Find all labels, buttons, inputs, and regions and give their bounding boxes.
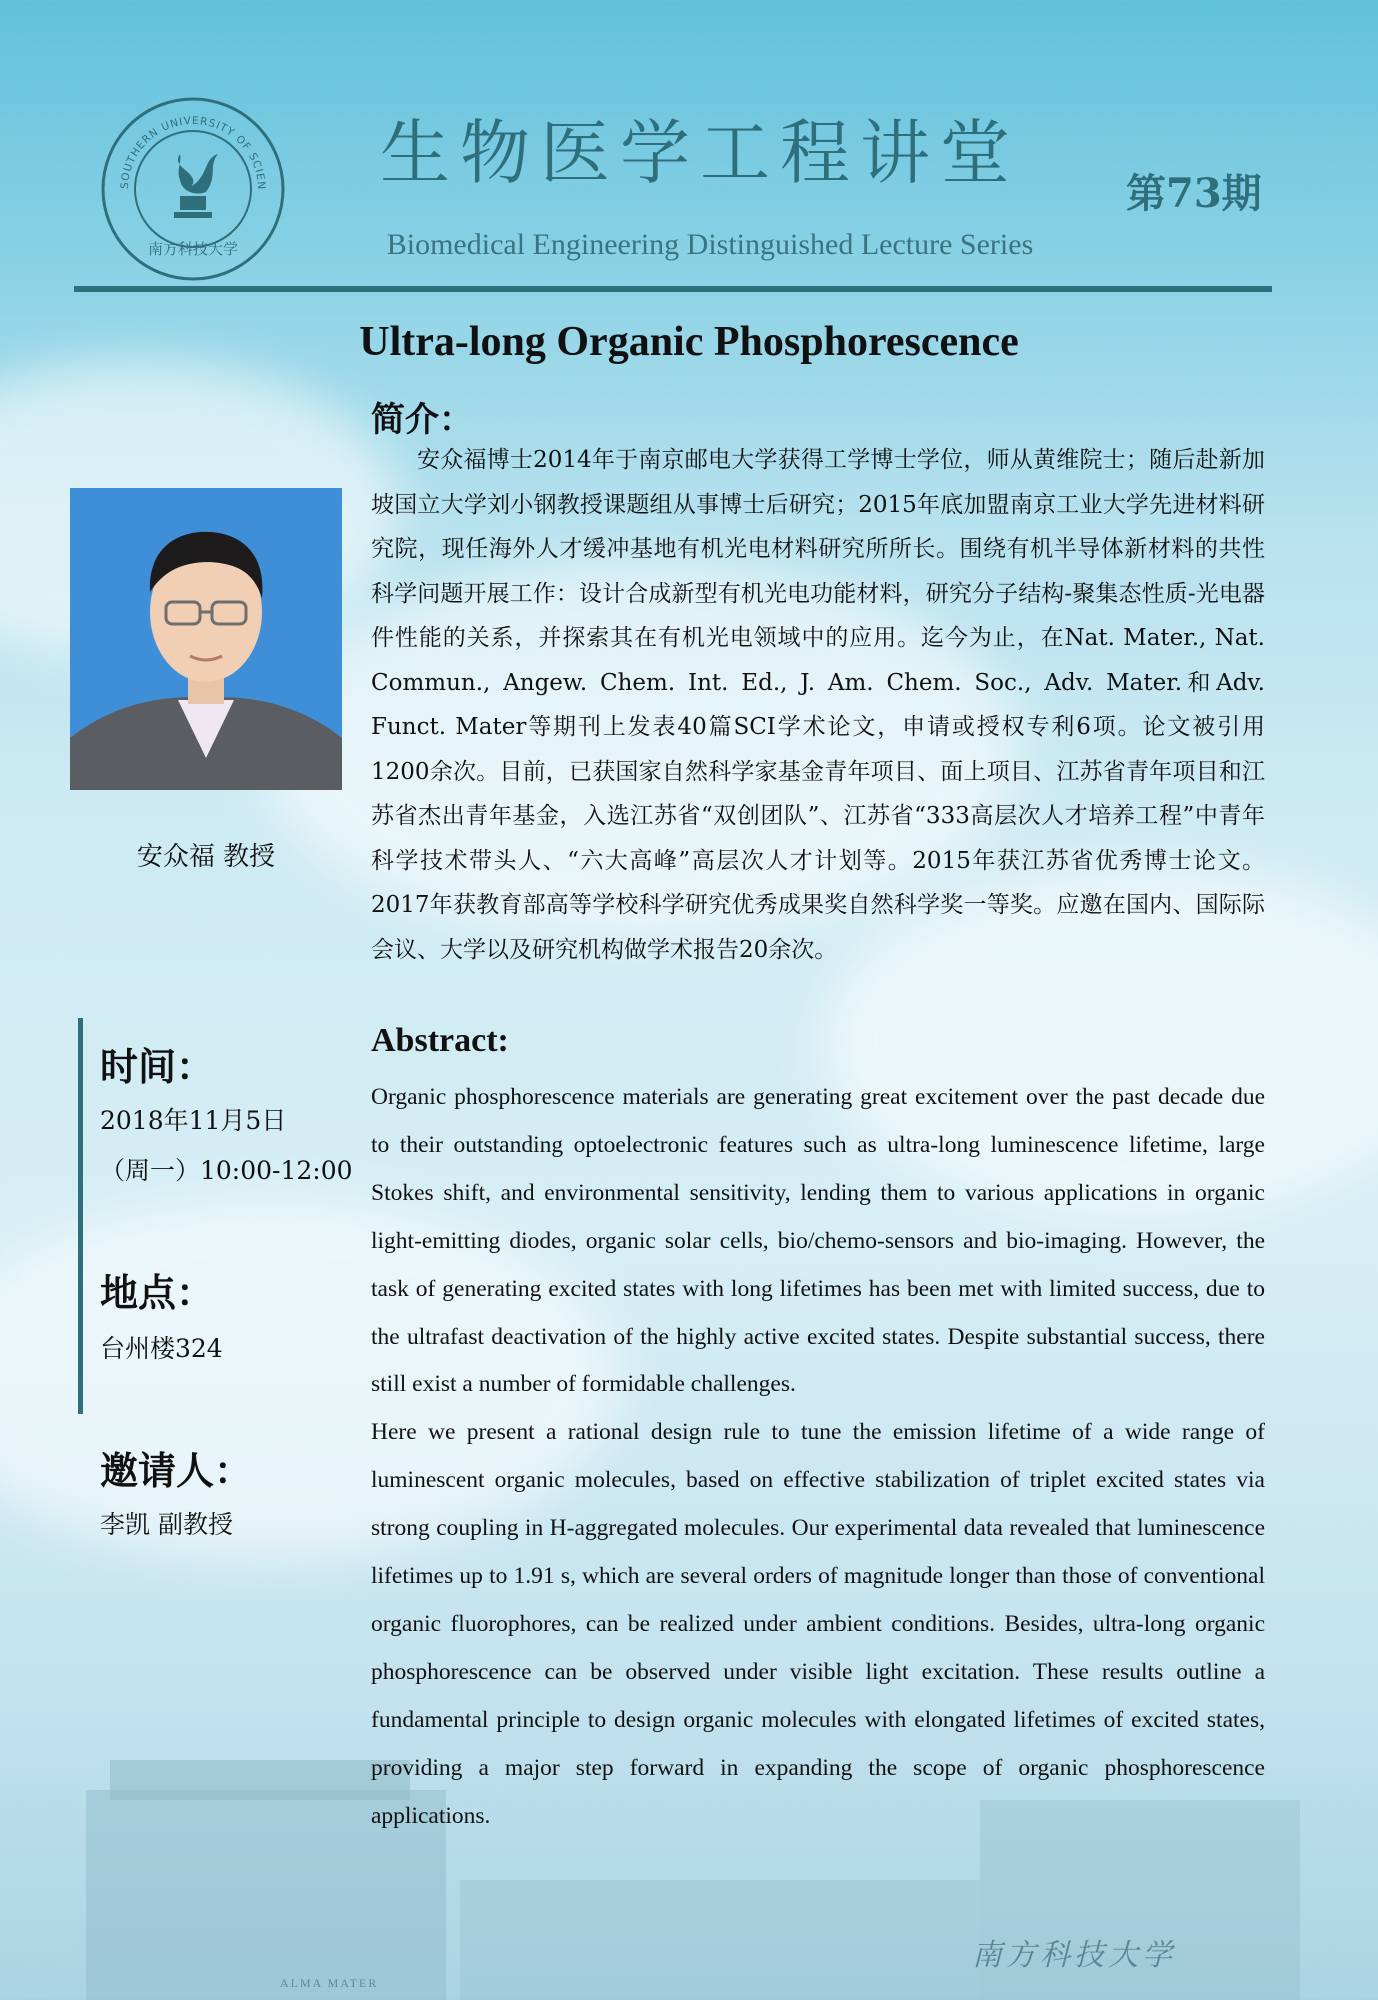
statue-inscription: ALMA MATER	[280, 1976, 379, 1990]
speaker-name: 安众福 教授	[136, 842, 276, 872]
series-title: 生物医学工程讲堂	[380, 112, 1020, 194]
abstract-heading: Abstract:	[371, 1022, 509, 1059]
event-date: 2018年11月5日	[100, 1106, 287, 1135]
abstract-paragraph: Organic phosphorescence materials are generating great excitement over the past decade due to their outstanding optoelectronic features such as ultra-long luminescence lifetime, large Stokes shift, and environmental sensitivity, lending them to various applications in organic light-emitting diodes, organic solar cells, bio/chemo-sensors and bio-imaging. However, the task of generating excited states with long lifetimes has been met with limited success, due to the ultrafast deactivation of the highly active excited states. Despite substantial success, there still exist a number of formidable challenges.	[371, 1084, 1265, 1398]
event-host: 李凯 副教授	[100, 1510, 233, 1539]
svg-text:南方科技大学: 南方科技大学	[147, 240, 239, 258]
details-sidebar-bar	[78, 1018, 83, 1414]
place-label: 地点：	[100, 1270, 215, 1315]
intro-text: 安众福博士2014年于南京邮电大学获得工学博士学位，师从黄维院士；随后赴新加坡国立大学刘小钢教授课题组从事博士后研究；2015年底加盟南京工业大学先进材料研究院，现任海外人才缓冲基地有机光电材料研究所所长。围绕有机半导体新材料的共性科学问题开展工作：设计合成新型有机光电功能材料，研究分子结构-聚集态性质-光电器件性能的关系，并探索其在有机光电领域中的应用。迄今为止，在Nat. Mater., Nat. Commun., Angew. Chem. Int. Ed., J. Am. Chem. Soc., Adv. Mater.和Adv. Funct. Mater等期刊上发表40篇SCI学术论文，申请或授权专利6项。论文被引用1200余次。目前，已获国家自然科学家基金青年项目、面上项目、江苏省青年项目和江苏省杰出青年基金，入选江苏省“双创团队”、江苏省“333高层次人才培养工程”中青年科学技术带头人、“六大高峰”高层次人才计划等。2015年获江苏省优秀博士论文。2017年获教育部高等学校科学研究优秀成果奖自然科学奖一等奖。应邀在国内、国际际会议、大学以及研究机构做学术报告20余次。	[371, 447, 1265, 963]
time-label: 时间：	[100, 1044, 215, 1089]
event-time: （周一）10:00-12:00	[100, 1156, 353, 1185]
svg-text:SOUTHERN UNIVERSITY OF SCIENCE: SOUTHERN UNIVERSITY OF SCIEN	[118, 114, 268, 191]
lecture-title: Ultra-long Organic Phosphorescence	[359, 319, 1019, 365]
abstract-paragraph: Here we present a rational design rule to tune the emission lifetime of a wide range of luminescent organic molecules, based on effective stabilization of triplet excited states via strong coupling in H-aggregated molecules. Our experimental data revealed that luminescence lifetimes up to 1.91 s, which are several orders of magnitude longer than those of conventional organic fluorophores, can be realized under ambient conditions. Besides, ultra-long organic phosphorescence can be observed under visible light excitation. These results outline a fundamental principle to design organic molecules with elongated lifetimes of excited states, providing a major step forward in expanding the scope of organic phosphorescence applications.	[371, 1419, 1265, 1829]
issue-number: 第73期	[1126, 170, 1262, 217]
university-logo	[100, 96, 286, 282]
footer-watermark: 南方科技大学	[972, 1938, 1176, 1973]
intro-heading: 简介：	[371, 400, 473, 440]
abstract-body	[371, 1074, 1265, 1841]
series-subtitle: Biomedical Engineering Distinguished Lecture Series	[386, 228, 1034, 261]
header-divider	[74, 286, 1272, 292]
event-place: 台州楼324	[100, 1334, 223, 1363]
host-label: 邀请人：	[100, 1448, 253, 1493]
speaker-photo	[70, 488, 342, 790]
